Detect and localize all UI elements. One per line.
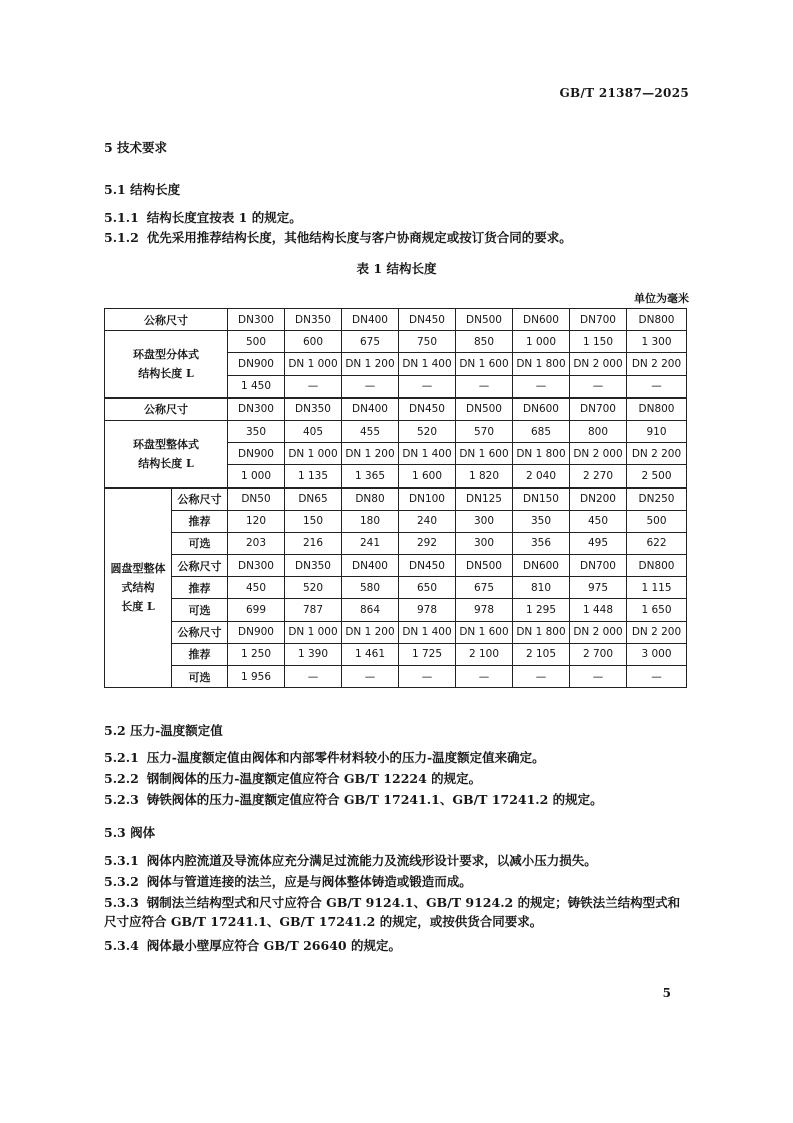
table-cell: 2 100: [456, 643, 513, 665]
table-cell: 120: [228, 510, 285, 532]
table-cell: DN 1 000: [285, 443, 342, 465]
table-cell: 800: [570, 420, 627, 442]
recommended-label-cell: 推荐: [172, 577, 228, 599]
table-cell: 1 600: [399, 465, 456, 488]
table-row: [105, 331, 687, 353]
table-cell: 675: [456, 577, 513, 599]
table-cell: DN100: [399, 488, 456, 511]
table-cell: 500: [228, 331, 285, 353]
size-header-cell: 公称尺寸: [172, 555, 228, 577]
table-cell: 810: [513, 577, 570, 599]
clause-5-1-2: [104, 228, 689, 247]
table-cell: —: [342, 375, 399, 398]
size-header-cell: 公称尺寸: [172, 488, 228, 511]
table-cell: DN400: [342, 555, 399, 577]
table-cell: 787: [285, 599, 342, 621]
table-cell: 1 300: [627, 331, 687, 353]
table-cell: 450: [228, 577, 285, 599]
table-cell: DN125: [456, 488, 513, 511]
table-cell: DN 2 000: [570, 621, 627, 643]
table-cell: DN800: [627, 398, 687, 421]
table-cell: DN65: [285, 488, 342, 511]
table-cell: 150: [285, 510, 342, 532]
table-cell: DN700: [570, 309, 627, 331]
table-cell: DN 1 600: [456, 621, 513, 643]
table-cell: DN600: [513, 398, 570, 421]
table-cell: 292: [399, 532, 456, 554]
clause-5-3-3: [104, 893, 689, 931]
optional-label-cell: 可选: [172, 532, 228, 554]
table-cell: 1 820: [456, 465, 513, 488]
table-cell: 864: [342, 599, 399, 621]
table-cell: DN450: [399, 555, 456, 577]
table-cell: 978: [456, 599, 513, 621]
optional-label-cell: 可选: [172, 666, 228, 688]
table-cell: 2 105: [513, 643, 570, 665]
table-cell: DN300: [228, 555, 285, 577]
table-cell: 1 461: [342, 643, 399, 665]
clause-5-3-4: [104, 936, 689, 955]
table-cell: DN 1 200: [342, 443, 399, 465]
table-title: 表 1 结构长度: [356, 261, 437, 276]
table-row: [105, 599, 687, 621]
table-cell: DN 2 200: [627, 443, 687, 465]
group-label-line: 环盘型整体式: [133, 437, 199, 451]
structure-length-table: [104, 308, 687, 688]
size-header-cell: 公称尺寸: [105, 398, 228, 421]
table-cell: 1 956: [228, 666, 285, 688]
table-cell: 241: [342, 532, 399, 554]
table-cell: DN700: [570, 555, 627, 577]
table-cell: DN800: [627, 309, 687, 331]
clause-text: 阀体最小壁厚应符合 GB/T 26640 的规定。: [146, 938, 401, 953]
group-label-line: 结构长度 L: [138, 366, 194, 380]
table-cell: 450: [570, 510, 627, 532]
table-cell: 300: [456, 510, 513, 532]
clause-number: 5.3.1: [104, 853, 139, 868]
table-cell: 350: [228, 420, 285, 442]
clause-text: 结构长度宜按表 1 的规定。: [146, 210, 302, 225]
table-cell: DN450: [399, 398, 456, 421]
table-unit-note: 单位为毫米: [634, 292, 689, 305]
table-cell: DN 2 000: [570, 353, 627, 375]
table-cell: 500: [627, 510, 687, 532]
clause-5-2-1: [104, 748, 689, 767]
table-cell: 685: [513, 420, 570, 442]
table-cell: 203: [228, 532, 285, 554]
table-cell: 975: [570, 577, 627, 599]
table-cell: 2 700: [570, 643, 627, 665]
table-row: [105, 621, 687, 643]
group-label-line: 结构长度 L: [138, 456, 194, 470]
clause-text: 钢制阀体的压力-温度额定值应符合 GB/T 12224 的规定。: [146, 771, 482, 786]
table-cell: 910: [627, 420, 687, 442]
table-cell: 570: [456, 420, 513, 442]
table-cell: 1 000: [513, 331, 570, 353]
table-cell: —: [456, 375, 513, 398]
table-cell: —: [456, 666, 513, 688]
table-cell: —: [570, 666, 627, 688]
table-cell: 3 000: [627, 643, 687, 665]
recommended-label-cell: 推荐: [172, 510, 228, 532]
table-cell: —: [513, 375, 570, 398]
group-label-ring-integral: [105, 420, 228, 487]
table-cell: DN150: [513, 488, 570, 511]
table-row: [105, 510, 687, 532]
clause-5-3-1: [104, 851, 689, 870]
table-cell: DN 2 200: [627, 621, 687, 643]
clause-number: 5.3.2: [104, 874, 139, 889]
table-cell: —: [513, 666, 570, 688]
table-cell: DN 1 400: [399, 353, 456, 375]
table-cell: DN500: [456, 309, 513, 331]
table-cell: DN 1 400: [399, 621, 456, 643]
table-row: [105, 666, 687, 688]
table-cell: 1 725: [399, 643, 456, 665]
clause-number: 5.3.4: [104, 938, 139, 953]
clause-text: 优先采用推荐结构长度，其他结构长度与客户协商规定或按订货合同的要求。: [146, 230, 572, 245]
clause-number: 5.1.1: [104, 210, 139, 225]
table-cell: DN 1 200: [342, 621, 399, 643]
table-cell: 300: [456, 532, 513, 554]
table-cell: DN600: [513, 555, 570, 577]
group-label-disc-integral: [105, 488, 172, 688]
table-cell: 1 000: [228, 465, 285, 488]
group-label-line: 环盘型分体式: [133, 347, 199, 361]
table-cell: DN300: [228, 398, 285, 421]
table-cell: DN400: [342, 309, 399, 331]
table-cell: DN700: [570, 398, 627, 421]
table-cell: 1 295: [513, 599, 570, 621]
table-cell: 1 150: [570, 331, 627, 353]
table-cell: —: [627, 375, 687, 398]
table-row: [105, 309, 687, 331]
table-cell: DN350: [285, 398, 342, 421]
table-cell: DN50: [228, 488, 285, 511]
table-cell: 699: [228, 599, 285, 621]
table-cell: DN250: [627, 488, 687, 511]
section-5-2-title: 5.2 压力-温度额定值: [104, 723, 223, 738]
table-cell: 1 365: [342, 465, 399, 488]
table-cell: 240: [399, 510, 456, 532]
table-cell: 520: [399, 420, 456, 442]
size-header-cell: 公称尺寸: [172, 621, 228, 643]
table-cell: DN350: [285, 309, 342, 331]
table-cell: —: [627, 666, 687, 688]
table-cell: 1 448: [570, 599, 627, 621]
clause-5-3-2: [104, 872, 689, 891]
table-cell: DN900: [228, 353, 285, 375]
table-cell: —: [285, 666, 342, 688]
table-row: [105, 643, 687, 665]
table-cell: 650: [399, 577, 456, 599]
table-row: [105, 420, 687, 442]
clause-text: 阀体内腔流道及导流体应充分满足过流能力及流线形设计要求，以减小压力损失。: [146, 853, 597, 868]
table-cell: 675: [342, 331, 399, 353]
table-cell: DN500: [456, 398, 513, 421]
table-cell: DN900: [228, 443, 285, 465]
clause-number: 5.2.3: [104, 792, 139, 807]
table-cell: 2 500: [627, 465, 687, 488]
table-cell: —: [399, 666, 456, 688]
section-5-3-title: 5.3 阀体: [104, 825, 156, 840]
table-cell: DN600: [513, 309, 570, 331]
table-row: [105, 398, 687, 421]
table-cell: DN 1 800: [513, 443, 570, 465]
section-5-1-title: 5.1 结构长度: [104, 182, 181, 197]
group-label-ring-split: [105, 331, 228, 398]
table-cell: 1 450: [228, 375, 285, 398]
table-cell: 2 040: [513, 465, 570, 488]
table-cell: 1 115: [627, 577, 687, 599]
table-cell: DN 1 600: [456, 443, 513, 465]
clause-text: 阀体与管道连接的法兰，应是与阀体整体铸造或锻造而成。: [146, 874, 472, 889]
size-header-cell: 公称尺寸: [105, 309, 228, 331]
table-cell: 850: [456, 331, 513, 353]
table-cell: 750: [399, 331, 456, 353]
table-cell: 495: [570, 532, 627, 554]
table-cell: 580: [342, 577, 399, 599]
table-cell: DN 1 600: [456, 353, 513, 375]
table-cell: 216: [285, 532, 342, 554]
table-row: [105, 555, 687, 577]
clause-5-2-3: [104, 790, 689, 809]
recommended-label-cell: 推荐: [172, 643, 228, 665]
group-label-line: 圆盘型整体: [110, 562, 166, 576]
table-cell: 405: [285, 420, 342, 442]
table-cell: 356: [513, 532, 570, 554]
table-cell: 180: [342, 510, 399, 532]
table-cell: DN 1 000: [285, 353, 342, 375]
clause-number: 5.3.3: [104, 895, 139, 910]
table-cell: 622: [627, 532, 687, 554]
table-cell: DN800: [627, 555, 687, 577]
table-cell: DN 2 000: [570, 443, 627, 465]
clause-5-2-2: [104, 769, 689, 788]
table-cell: —: [570, 375, 627, 398]
table-row: [105, 532, 687, 554]
table-cell: 600: [285, 331, 342, 353]
table-cell: 1 390: [285, 643, 342, 665]
table-row: [105, 577, 687, 599]
clause-number: 5.2.1: [104, 750, 139, 765]
table-cell: DN200: [570, 488, 627, 511]
table-cell: —: [399, 375, 456, 398]
table-cell: —: [342, 666, 399, 688]
group-label-line: 式结构: [121, 581, 155, 595]
table-cell: DN350: [285, 555, 342, 577]
table-cell: DN500: [456, 555, 513, 577]
table-cell: 350: [513, 510, 570, 532]
table-cell: DN450: [399, 309, 456, 331]
section-5-title: 5 技术要求: [104, 140, 168, 155]
table-cell: DN400: [342, 398, 399, 421]
table-cell: DN 2 200: [627, 353, 687, 375]
table-cell: 520: [285, 577, 342, 599]
table-cell: DN900: [228, 621, 285, 643]
table-cell: DN 1 800: [513, 353, 570, 375]
table-cell: 455: [342, 420, 399, 442]
table-cell: 1 650: [627, 599, 687, 621]
optional-label-cell: 可选: [172, 599, 228, 621]
table-cell: —: [285, 375, 342, 398]
standard-code: GB/T 21387—2025: [559, 86, 689, 100]
group-label-line: 长度 L: [121, 600, 155, 614]
table-cell: 978: [399, 599, 456, 621]
table-cell: DN 1 000: [285, 621, 342, 643]
clause-text: 钢制法兰结构型式和尺寸应符合 GB/T 9124.1、GB/T 9124.2 的规定；铸铁法兰结构型式和尺寸应符合 GB/T 17241.1、GB/T 17241.2 的规定，或按供货合同要求。: [104, 895, 681, 929]
table-cell: DN 1 800: [513, 621, 570, 643]
table-cell: 1 250: [228, 643, 285, 665]
clause-5-1-1: [104, 208, 689, 227]
table-cell: DN 1 200: [342, 353, 399, 375]
clause-number: 5.1.2: [104, 230, 139, 245]
table-cell: DN300: [228, 309, 285, 331]
table-cell: 1 135: [285, 465, 342, 488]
clause-text: 压力-温度额定值由阀体和内部零件材料较小的压力-温度额定值来确定。: [146, 750, 545, 765]
table-row: [105, 488, 687, 511]
table-cell: 2 270: [570, 465, 627, 488]
clause-number: 5.2.2: [104, 771, 139, 786]
page-number: 5: [662, 986, 671, 1000]
clause-text: 铸铁阀体的压力-温度额定值应符合 GB/T 17241.1、GB/T 17241.2 的规定。: [146, 792, 603, 807]
table-cell: DN80: [342, 488, 399, 511]
table-cell: DN 1 400: [399, 443, 456, 465]
